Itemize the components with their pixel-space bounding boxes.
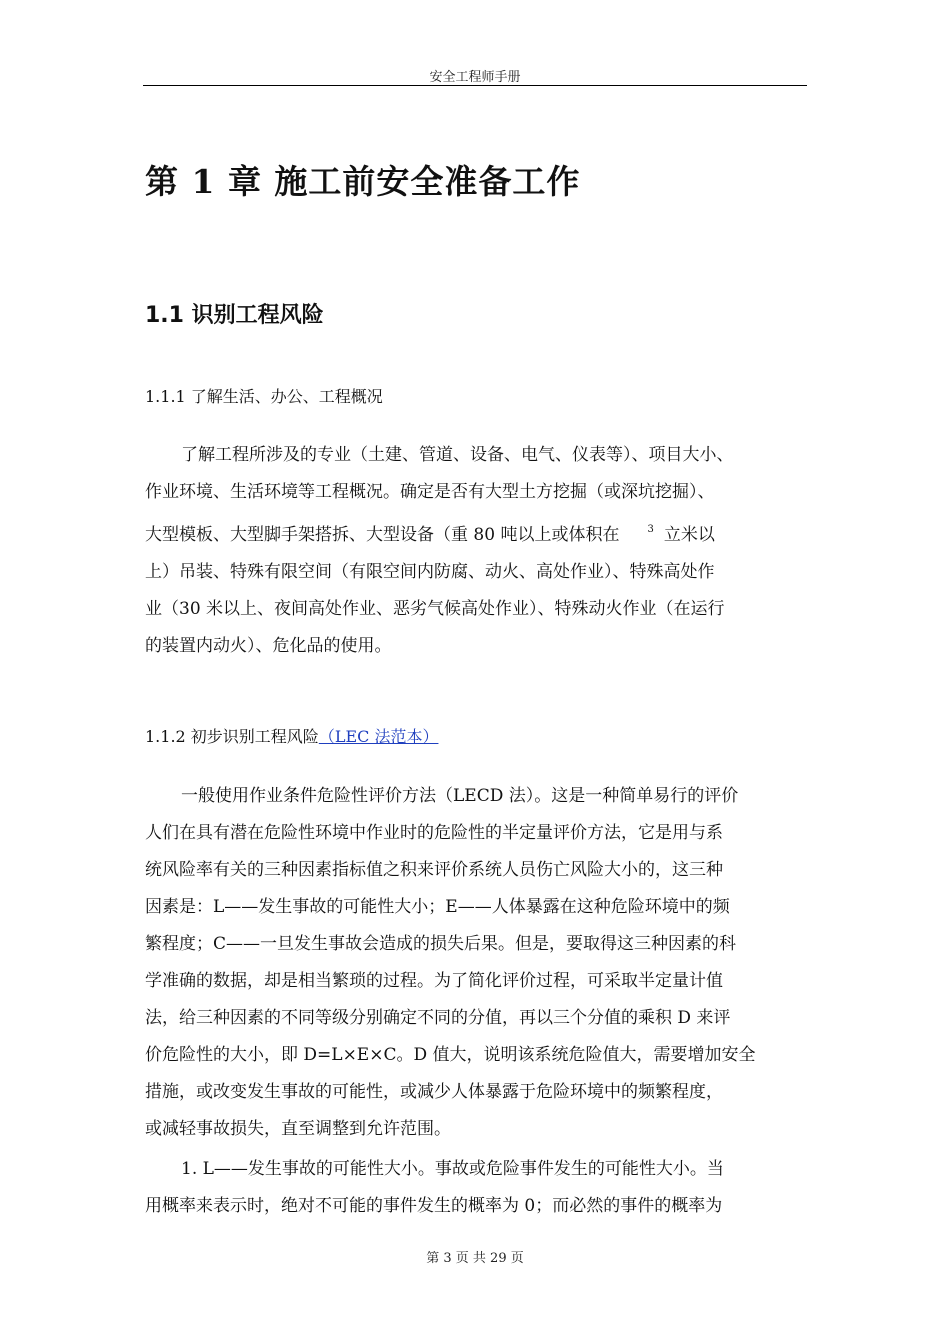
paragraph-line <box>145 511 821 554</box>
cubic-superscript: 3 <box>647 524 654 535</box>
lec-template-link[interactable]: （LEC 法范本） <box>318 727 439 746</box>
section-title: 1.1 识别工程风险 <box>145 303 324 328</box>
header-divider <box>143 85 807 86</box>
subsection-title-text: 1.1.2 初步识别工程风险 <box>145 727 319 746</box>
paragraph-line-text: 大型模板、大型脚手架搭拆、大型设备（重 80 吨以上或体积在 <box>145 525 620 545</box>
paragraph-line: 统风险率有关的三种因素指标值之积来评价系统人员伤亡风险大小的，这三种 <box>145 860 723 880</box>
paragraph-line-tail: 立米以 <box>663 525 715 545</box>
subsection-title-1-1-1: 1.1.1 了解生活、办公、工程概况 <box>145 387 383 406</box>
paragraph-line: 上）吊装、特殊有限空间（有限空间内防腐、动火、高处作业）、特殊高处作 <box>145 562 715 582</box>
paragraph-line: 学准确的数据，却是相当繁琐的过程。为了简化评价过程，可采取半定量计值 <box>145 971 723 991</box>
page-header-title: 安全工程师手册 <box>429 70 521 85</box>
paragraph-line: 1. L——发生事故的可能性大小。事故或危险事件发生的可能性大小。当 <box>181 1159 724 1179</box>
paragraph-line: 价危险性的大小，即 D=L×E×C。D 值大，说明该系统危险值大，需要增加安全 <box>145 1045 756 1065</box>
paragraph-line: 用概率来表示时，绝对不可能的事件发生的概率为 0；而必然的事件的概率为 <box>145 1196 723 1216</box>
subsection-title-1-1-2 <box>145 724 438 747</box>
paragraph-line: 一般使用作业条件危险性评价方法（LECD 法）。这是一种简单易行的评价 <box>181 786 739 806</box>
paragraph-project-overview <box>145 437 821 665</box>
paragraph-line: 了解工程所涉及的专业（土建、管道、设备、电气、仪表等）、项目大小、 <box>181 445 734 465</box>
paragraph-line: 或减轻事故损失，直至调整到允许范围。 <box>145 1119 451 1139</box>
paragraph-likelihood <box>145 1151 821 1225</box>
paragraph-line: 措施，或改变发生事故的可能性，或减少人体暴露于危险环境中的频繁程度， <box>145 1082 723 1102</box>
paragraph-line: 因素是：L——发生事故的可能性大小；E——人体暴露在这种危险环境中的频 <box>145 897 730 917</box>
paragraph-line: 繁程度；C——一旦发生事故会造成的损失后果。但是，要取得这三种因素的科 <box>145 934 737 954</box>
paragraph-line: 法，给三种因素的不同等级分别确定不同的分值，再以三个分值的乘积 D 来评 <box>145 1008 731 1028</box>
paragraph-line: 的装置内动火）、危化品的使用。 <box>145 636 392 656</box>
chapter-title: 第 1 章 施工前安全准备工作 <box>145 162 581 201</box>
paragraph-line: 作业环境、生活环境等工程概况。确定是否有大型土方挖掘（或深坑挖掘）、 <box>145 482 715 502</box>
paragraph-line: 业（30 米以上、夜间高处作业、恶劣气候高处作业）、特殊动火作业（在运行 <box>145 599 725 619</box>
paragraph-lec-method <box>145 778 821 1148</box>
page-footer-number: 第 3 页 共 29 页 <box>426 1251 524 1266</box>
paragraph-line: 人们在具有潜在危险性环境中作业时的危险性的半定量评价方法，它是用与系 <box>145 823 723 843</box>
